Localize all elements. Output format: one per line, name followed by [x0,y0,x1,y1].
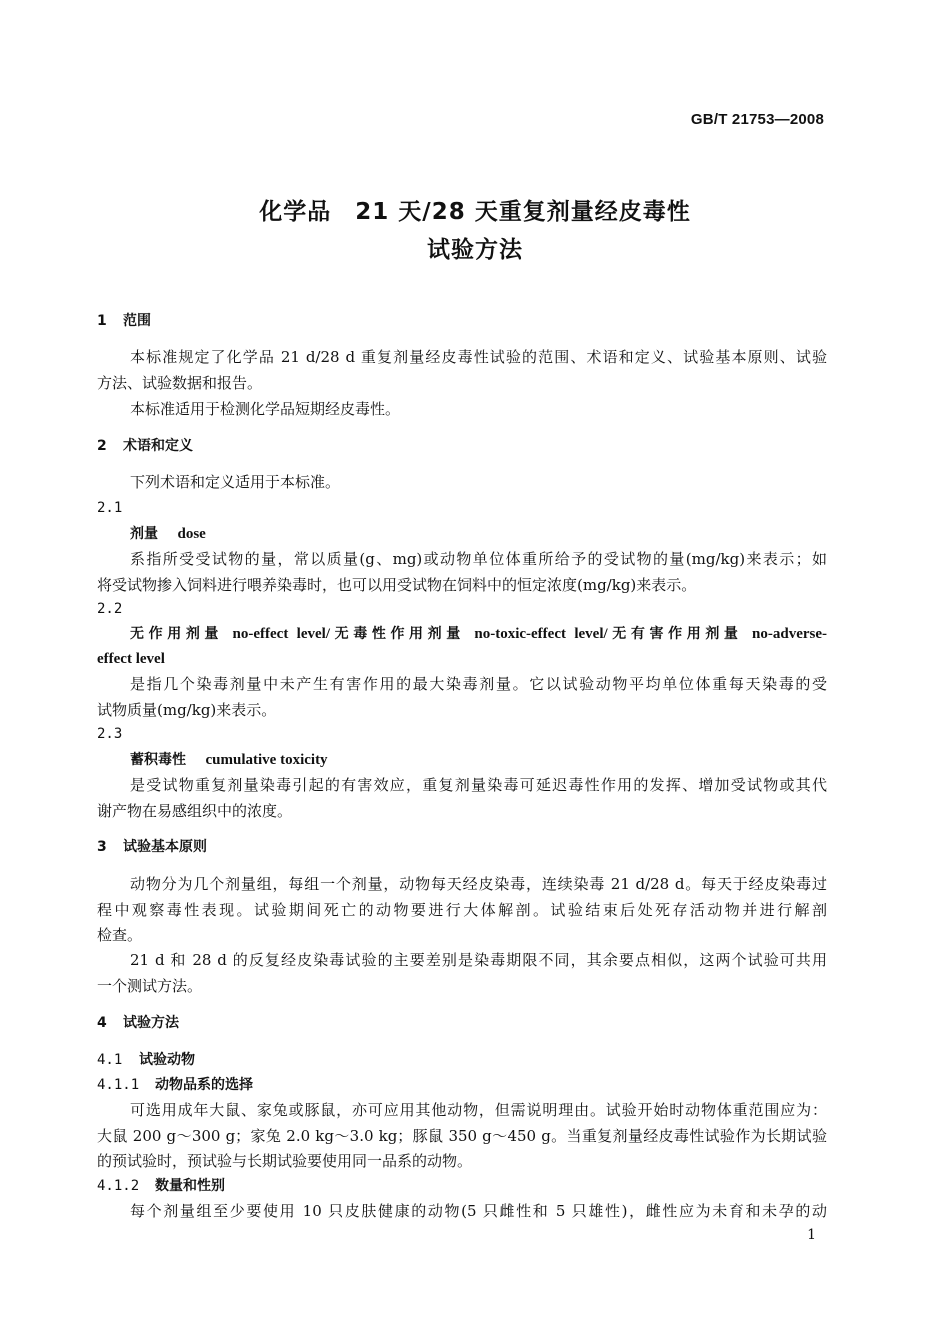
section-title: 动物品系的选择 [155,1077,253,1093]
section-title: 范围 [123,313,151,329]
term-english: effect level [97,651,165,667]
section-4-1-1-paragraph-line-2: 大鼠 200 g～300 g；家兔 2.0 kg～3.0 kg；豚鼠 350 g～450 g。当重复剂量经皮毒性试验作为长期试验 [97,1127,827,1145]
section-3-paragraph-1-line-2: 程中观察毒性表现。试验期间死亡的动物要进行大体解剖。试验结束后处死存活动物并进行解剖 [97,901,827,919]
section-3-heading [97,837,827,857]
clause-2-3-number: 2.3 [97,726,123,742]
clause-2-2-number: 2.2 [97,601,123,617]
clause-2-1-definition-line-1: 系指所受受试物的量，常以质量(g、mg)或动物单位体重所给予的受试物的量(mg/kg)来表示；如 [130,550,827,568]
clause-2-2-definition-line-2: 试物质量(mg/kg)来表示。 [97,701,277,719]
clause-2-1-number: 2.1 [97,500,123,516]
clause-2-2-terms-continued [97,649,827,669]
section-1-paragraph-2: 本标准适用于检测化学品短期经皮毒性。 [130,400,401,418]
term-english: no-toxic-effect level/ [474,626,608,642]
clause-2-3-definition-line-2: 谢产物在易感组织中的浓度。 [97,802,293,820]
section-number: 3 [97,839,107,855]
document-title-line-2: 试验方法 [427,237,523,263]
term-chinese: 剂量 [130,526,158,542]
term-english: no-adverse- [752,626,828,642]
section-3-paragraph-1-line-1: 动物分为几个剂量组，每组一个剂量，动物每天经皮染毒，连续染毒 21 d/28 d。每天于经皮染毒过 [130,875,827,893]
section-title: 试验方法 [123,1015,179,1031]
term-chinese: 无作用剂量 [130,626,224,642]
section-4-1-heading [97,1050,827,1070]
page-number: 1 [807,1227,816,1243]
section-number: 1 [97,313,107,329]
section-number: 4.1 [97,1052,123,1068]
section-number: 4.1.2 [97,1178,140,1194]
clause-2-2-definition-line-1: 是指几个染毒剂量中未产生有害作用的最大染毒剂量。它以试验动物平均单位体重每天染毒的受 [130,675,827,693]
term-english: dose [177,526,206,542]
section-title: 数量和性别 [155,1178,225,1194]
section-2-heading [97,436,827,456]
clause-2-3-term [130,750,827,770]
section-title: 试验基本原则 [123,839,207,855]
section-number: 2 [97,438,107,454]
clause-2-1-definition-line-2: 将受试物掺入饲料进行喂养染毒时，也可以用受试物在饲料中的恒定浓度(mg/kg)来表示。 [97,576,697,594]
section-4-1-1-heading [97,1075,827,1095]
document-title-line-1: 化学品 21 天/28 天重复剂量经皮毒性 [259,199,691,225]
term-chinese: 无毒性作用剂量 [330,626,465,642]
term-english: no-effect level/ [232,626,331,642]
section-4-1-2-paragraph-line-1: 每个剂量组至少要使用 10 只皮肤健康的动物(5 只雌性和 5 只雄性)，雌性应为未育和未孕的动 [130,1202,827,1220]
section-1-paragraph-1-line-1: 本标准规定了化学品 21 d/28 d 重复剂量经皮毒性试验的范围、术语和定义、试验基本原则、试验 [130,348,827,366]
section-number: 4 [97,1015,107,1031]
section-title: 试验动物 [139,1052,195,1068]
clause-2-2-terms [130,624,827,644]
clause-2-3-definition-line-1: 是受试物重复剂量染毒引起的有害效应，重复剂量染毒可延迟毒性作用的发挥、增加受试物或其代 [130,776,827,794]
term-english: cumulative toxicity [205,752,328,768]
clause-2-1-term [130,524,827,544]
section-4-heading [97,1013,827,1033]
section-4-1-1-paragraph-line-1: 可选用成年大鼠、家兔或豚鼠，亦可应用其他动物，但需说明理由。试验开始时动物体重范围应为： [130,1101,827,1119]
standard-code: GB/T 21753—2008 [690,111,824,128]
section-1-paragraph-1-line-2: 方法、试验数据和报告。 [97,374,263,392]
term-chinese: 无有害作用剂量 [607,626,743,642]
section-3-paragraph-2-line-2: 一个测试方法。 [97,977,203,995]
term-chinese: 蓄积毒性 [130,752,186,768]
section-2-intro: 下列术语和定义适用于本标准。 [130,473,341,491]
section-1-heading [97,311,827,331]
section-4-1-2-heading [97,1176,827,1196]
section-4-1-1-paragraph-line-3: 的预试验时，预试验与长期试验要使用同一品系的动物。 [97,1152,473,1170]
section-title: 术语和定义 [123,438,193,454]
section-3-paragraph-2-line-1: 21 d 和 28 d 的反复经皮染毒试验的主要差别是染毒期限不同，其余要点相似，这两个试验可共用 [130,951,827,969]
section-number: 4.1.1 [97,1077,140,1093]
section-3-paragraph-1-line-3: 检查。 [97,926,143,944]
